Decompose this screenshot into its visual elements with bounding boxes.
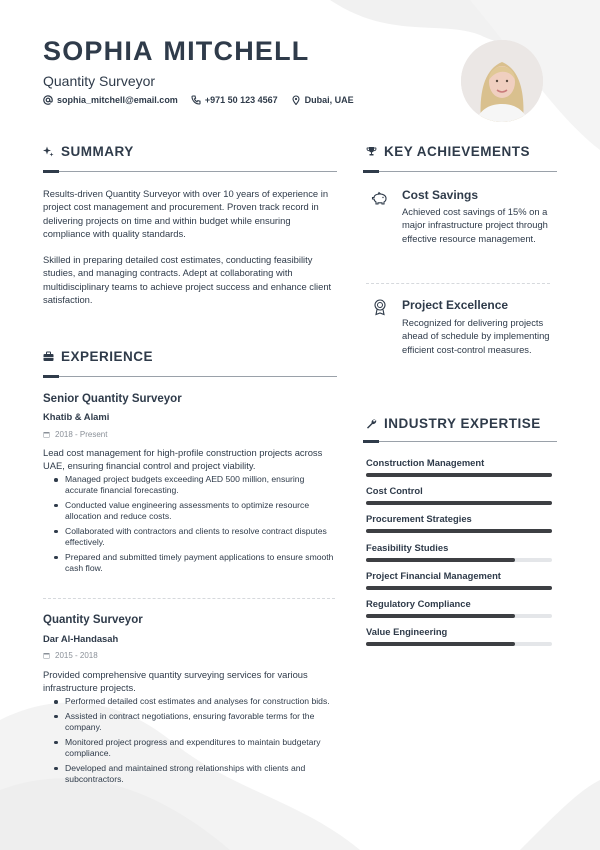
skill-level-fill xyxy=(366,642,515,646)
skill-level-fill xyxy=(366,586,552,590)
summary-paragraph-1: Results-driven Quantity Surveyor with over 10 years of experience in project cost management and procurement. Proven track record in delivering projects on time and within budget while ensuring compliance with quality standards. xyxy=(43,188,329,240)
person-name: SOPHIA MITCHELL xyxy=(43,36,310,66)
job-2-bullets xyxy=(43,696,338,788)
contact-phone[interactable] xyxy=(191,95,278,105)
skill-label: Project Financial Management xyxy=(366,569,501,581)
skill-level-bar xyxy=(366,642,552,646)
skill-label: Feasibility Studies xyxy=(366,541,449,553)
skill-label: Cost Control xyxy=(366,485,423,497)
achievements-heading: KEY ACHIEVEMENTS xyxy=(366,144,530,159)
location-text: Dubai, UAE xyxy=(304,95,354,105)
phone-text: +971 50 123 4567 xyxy=(204,95,278,105)
job-1-title: Senior Quantity Surveyor xyxy=(43,393,182,405)
summary-heading: SUMMARY xyxy=(43,144,134,159)
email-text: sophia_mitchell@email.com xyxy=(57,95,178,105)
summary-divider xyxy=(43,171,337,172)
skill-level-fill xyxy=(366,614,515,618)
skill-level-fill xyxy=(366,473,552,477)
job-1-bullets xyxy=(43,474,338,578)
skill-level-fill xyxy=(366,558,515,562)
skill-level-bar xyxy=(366,586,552,590)
calendar-icon xyxy=(43,652,50,659)
piggy-bank-icon xyxy=(371,190,389,208)
list-item: Assisted in contract negotiations, ensuring favorable terms for the company. xyxy=(43,711,338,733)
job-separator xyxy=(43,598,335,599)
skill-level-bar xyxy=(366,614,552,618)
achievement-2-title: Project Excellence xyxy=(402,298,509,312)
job-2-dates: 2015 - 2018 xyxy=(43,651,98,660)
job-1-description: Lead cost management for high-profile construction projects across UAE, ensuring financial control and project viability. xyxy=(43,447,323,472)
skill-label: Value Engineering xyxy=(366,626,448,638)
achievement-2-description: Recognized for delivering projects ahead of schedule by implementing efficient cost-control measures. xyxy=(402,317,550,355)
job-2-title: Quantity Surveyor xyxy=(43,614,143,626)
at-sign-icon xyxy=(43,95,53,105)
sparkle-icon xyxy=(43,146,54,157)
skill-level-fill xyxy=(366,529,552,533)
contact-email[interactable] xyxy=(43,95,178,105)
contact-info xyxy=(43,95,367,105)
trophy-icon xyxy=(366,146,377,157)
achievement-separator xyxy=(366,283,550,284)
skill-label: Procurement Strategies xyxy=(366,513,472,525)
skill-level-bar xyxy=(366,473,552,477)
skill-level-bar xyxy=(366,501,552,505)
calendar-icon xyxy=(43,431,50,438)
job-2-company: Dar Al-Handasah xyxy=(43,633,119,644)
contact-location xyxy=(291,95,354,105)
list-item: Prepared and submitted timely payment applications to ensure smooth cash flow. xyxy=(43,552,338,574)
job-title-header: Quantity Surveyor xyxy=(43,73,156,89)
skill-label: Construction Management xyxy=(366,457,485,468)
job-1-dates: 2018 - Present xyxy=(43,430,107,439)
list-item: Performed detailed cost estimates and analyses for construction bids. xyxy=(43,696,338,707)
summary-paragraph-2: Skilled in preparing detailed cost estimates, conducting feasibility studies, and managing contracts. Adept at collaborating with multidisciplinary teams to achieve project success and enhance client satisfaction. xyxy=(43,254,332,306)
list-item: Managed project budgets exceeding AED 500 million, ensuring accurate financial forecasting. xyxy=(43,474,338,496)
location-pin-icon xyxy=(291,95,301,105)
skill-level-fill xyxy=(366,501,552,505)
expertise-divider xyxy=(363,441,557,442)
job-1-company: Khatib & Alami xyxy=(43,411,110,422)
skill-level-bar xyxy=(366,529,552,533)
achievement-1-description: Achieved cost savings of 15% on a major infrastructure project through effective resource management. xyxy=(402,206,548,244)
profile-photo xyxy=(461,40,543,122)
skill-label: Regulatory Compliance xyxy=(366,598,471,609)
achievement-1-title: Cost Savings xyxy=(402,188,479,202)
list-item: Developed and maintained strong relationships with clients and subcontractors. xyxy=(43,763,338,785)
wrench-icon xyxy=(366,418,377,429)
skill-level-bar xyxy=(366,558,552,562)
briefcase-icon xyxy=(43,351,54,362)
medal-icon xyxy=(371,298,389,316)
phone-icon xyxy=(191,95,201,105)
list-item: Conducted value engineering assessments to optimize resource allocation and reduce costs. xyxy=(43,500,338,522)
experience-heading: EXPERIENCE xyxy=(43,349,153,364)
achievements-divider xyxy=(363,171,557,172)
list-item: Monitored project progress and expenditures to maintain budgetary compliance. xyxy=(43,737,338,759)
experience-divider xyxy=(43,376,337,377)
expertise-heading: INDUSTRY EXPERTISE xyxy=(366,416,541,431)
job-2-description: Provided comprehensive quantity surveying services for various infrastructure projects. xyxy=(43,669,308,694)
list-item: Collaborated with contractors and clients to resolve contract disputes effectively. xyxy=(43,526,338,548)
